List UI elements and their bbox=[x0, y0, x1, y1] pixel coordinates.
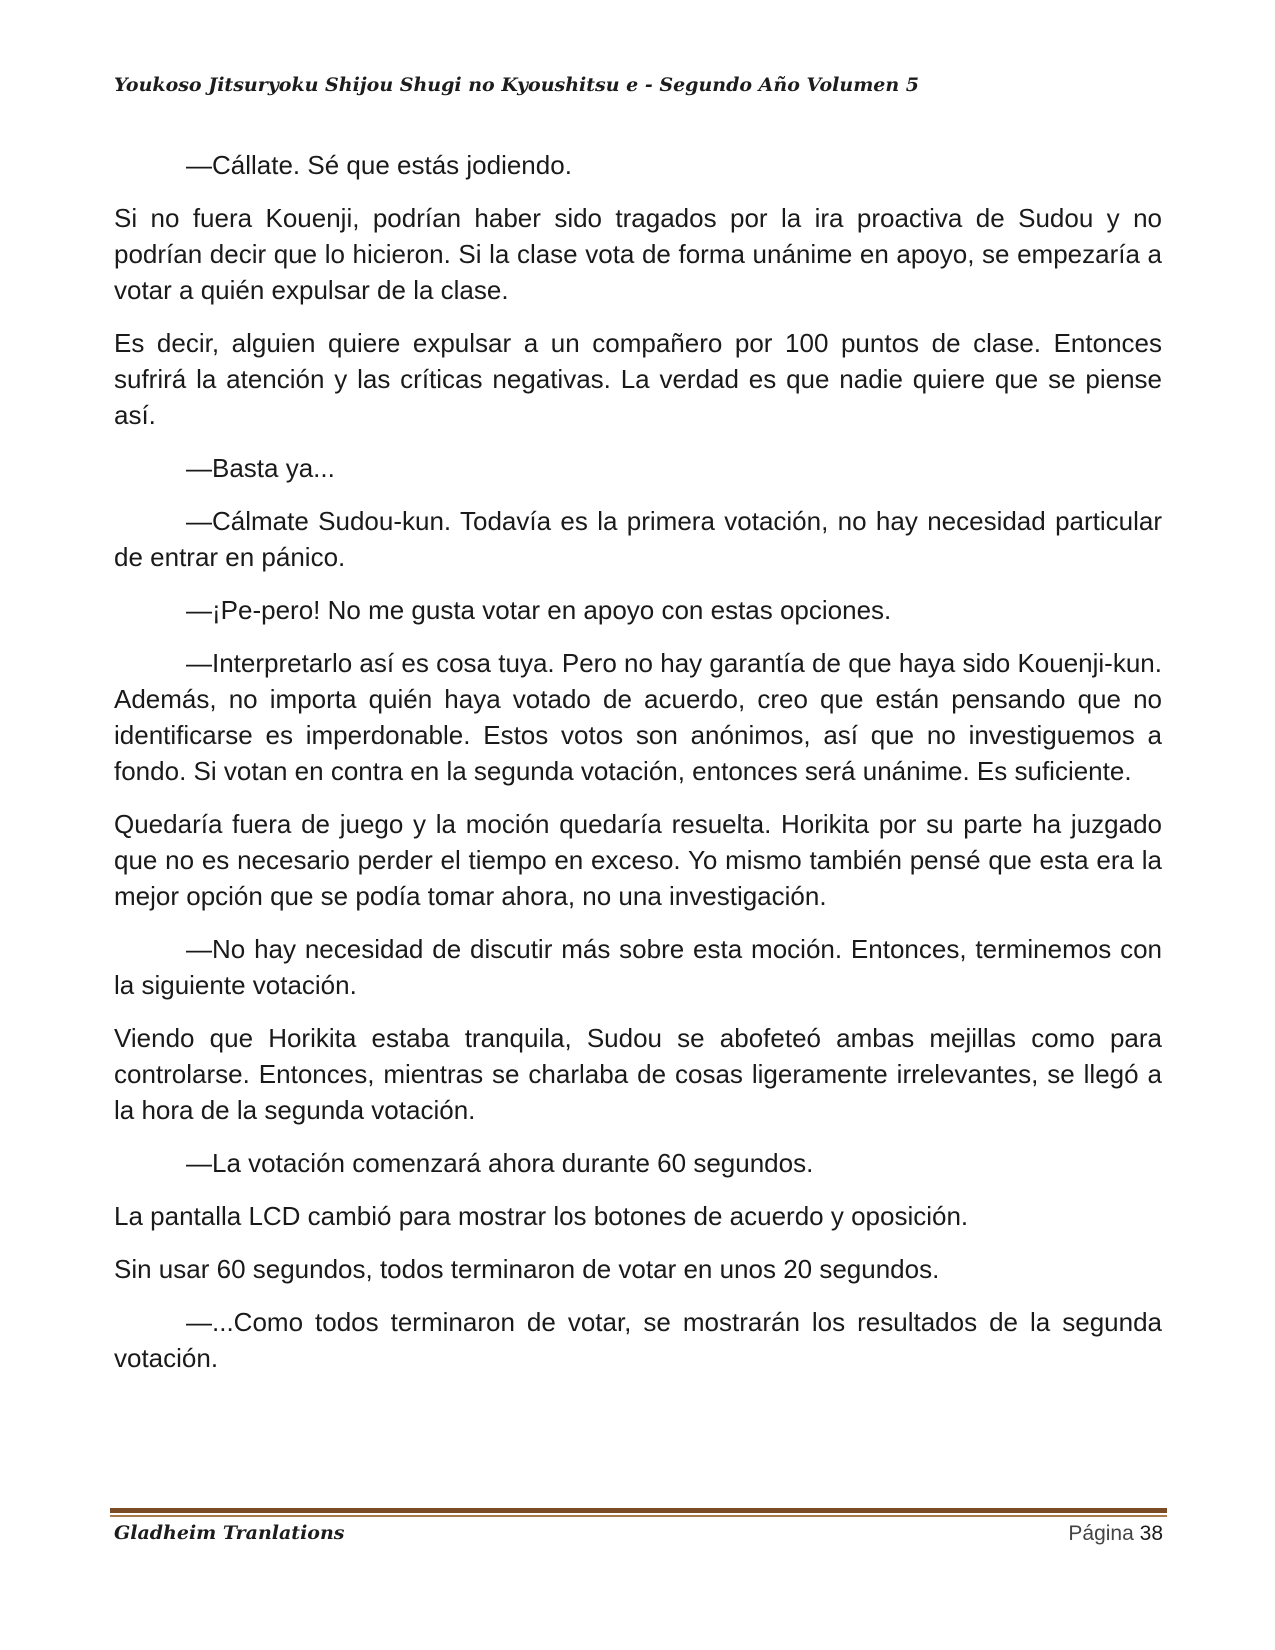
footer-divider-thin bbox=[110, 1515, 1167, 1517]
running-header-title: Youkoso Jitsuryoku Shijou Shugi no Kyoushitsu e - Segundo Año Volumen 5 bbox=[114, 74, 920, 96]
paragraph-10: Viendo que Horikita estaba tranquila, Sudou se abofeteó ambas mejillas como para controlarse. Entonces, mientras se charlaba de cosas ligeramente irrelevantes, se llegó a la hora de la segunda votación. bbox=[114, 1023, 1162, 1125]
paragraph-6: —¡Pe-pero! No me gusta votar en apoyo con estas opciones. bbox=[186, 595, 892, 625]
paragraph-2: Si no fuera Kouenji, podrían haber sido tragados por la ira proactiva de Sudou y no podrían decir que lo hicieron. Si la clase vota de forma unánime en apoyo, se empezaría a votar a quién expulsar de la clase. bbox=[114, 203, 1162, 305]
paragraph-4: —Basta ya... bbox=[186, 453, 335, 483]
page-label: Página bbox=[1068, 1522, 1134, 1545]
paragraph-11: —La votación comenzará ahora durante 60 segundos. bbox=[186, 1148, 814, 1178]
footer-translator-credit: Gladheim Tranlations bbox=[114, 1522, 345, 1544]
paragraph-5: —Cálmate Sudou-kun. Todavía es la primera votación, no hay necesidad particular de entrar en pánico. bbox=[114, 506, 1162, 572]
paragraph-8: Quedaría fuera de juego y la moción quedaría resuelta. Horikita por su parte ha juzgado que no es necesario perder el tiempo en exceso. Yo mismo también pensé que esta era la mejor opción que se podía tomar ahora, no una investigación. bbox=[114, 809, 1162, 911]
footer-page-indicator bbox=[1068, 1522, 1163, 1546]
paragraph-14: —...Como todos terminaron de votar, se mostrarán los resultados de la segunda votación. bbox=[114, 1307, 1162, 1373]
paragraph-9: —No hay necesidad de discutir más sobre esta moción. Entonces, terminemos con la siguiente votación. bbox=[114, 934, 1162, 1000]
paragraph-7: —Interpretarlo así es cosa tuya. Pero no hay garantía de que haya sido Kouenji-kun. Además, no importa quién haya votado de acuerdo, creo que están pensando que no identificarse es imperdonable. Estos votos son anónimos, así que no investiguemos a fondo. Si votan en contra en la segunda votación, entonces será unánime. Es suficiente. bbox=[114, 648, 1162, 786]
paragraph-1: —Cállate. Sé que estás jodiendo. bbox=[186, 150, 572, 180]
paragraph-13: Sin usar 60 segundos, todos terminaron de votar en unos 20 segundos. bbox=[114, 1254, 940, 1284]
page-number: 38 bbox=[1139, 1522, 1163, 1545]
paragraph-3: Es decir, alguien quiere expulsar a un compañero por 100 puntos de clase. Entonces sufrirá la atención y las críticas negativas. La verdad es que nadie quiere que se piense así. bbox=[114, 328, 1162, 430]
footer-divider-thick bbox=[110, 1508, 1167, 1513]
page-body bbox=[114, 147, 1162, 1393]
paragraph-12: La pantalla LCD cambió para mostrar los botones de acuerdo y oposición. bbox=[114, 1201, 969, 1231]
